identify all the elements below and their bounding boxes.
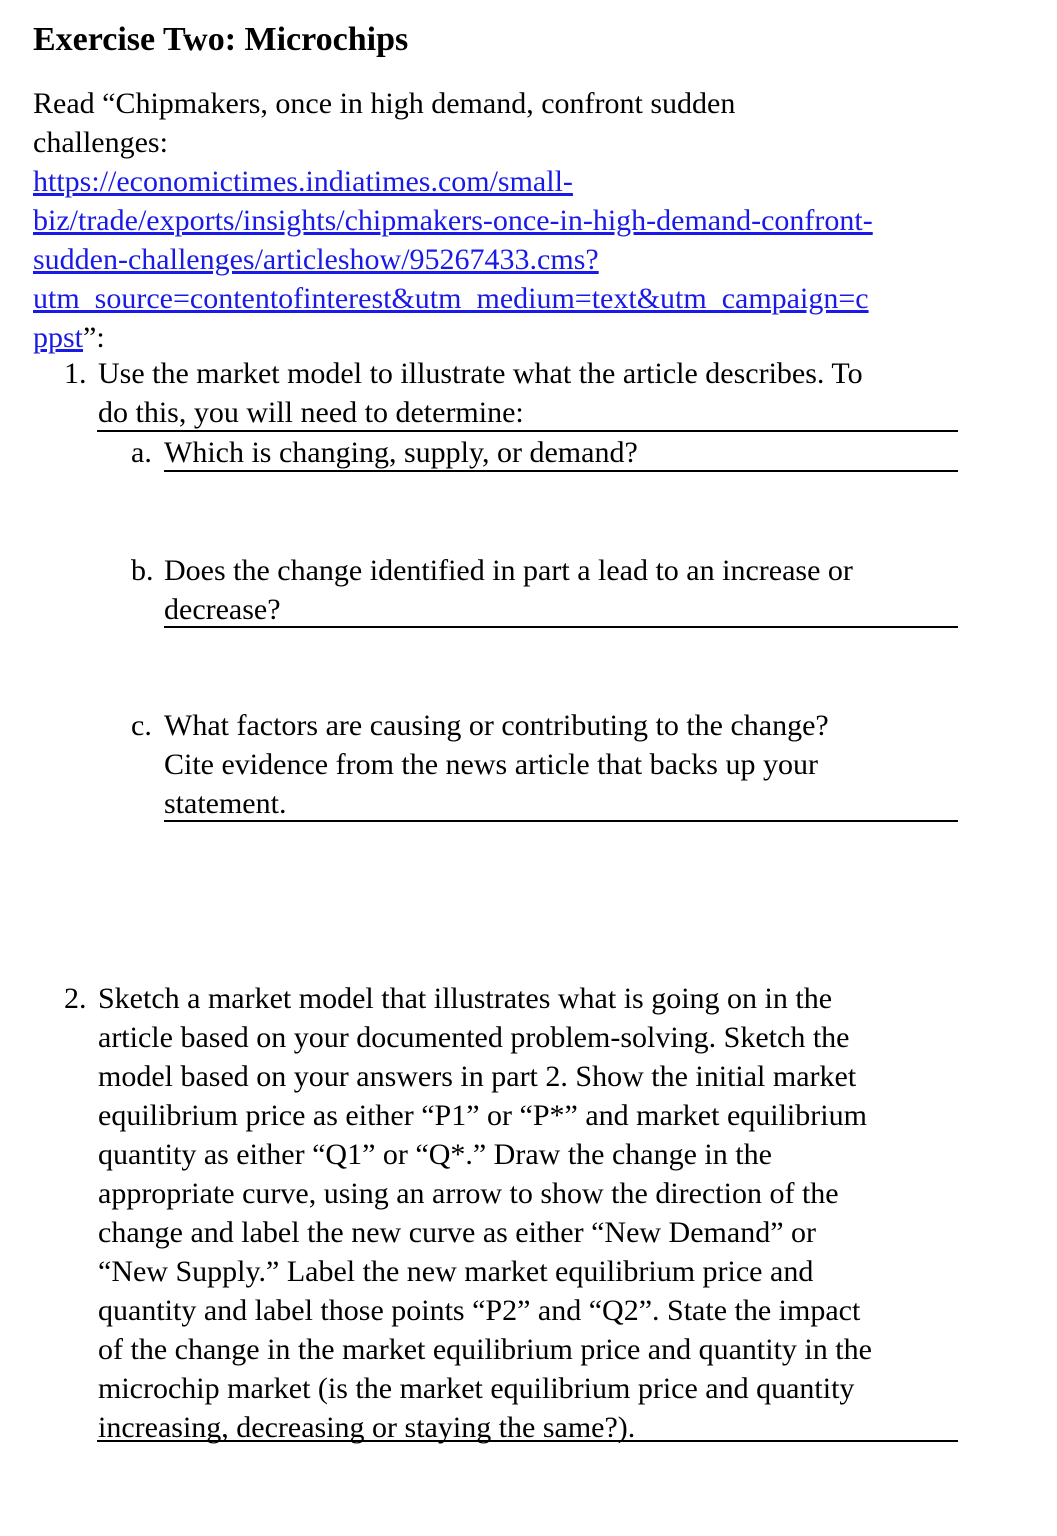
question-2-line: microchip market (is the market equilibrium price and quantity — [98, 1372, 855, 1405]
question-2-line: increasing, decreasing or staying the same?). — [98, 1411, 636, 1444]
question-1b-text — [164, 551, 964, 629]
question-1c-line: What factors are causing or contributing to the change? — [164, 709, 829, 742]
article-link-line-4[interactable]: utm_source=contentofinterest&utm_medium=text&utm_campaign=c — [33, 282, 869, 315]
article-link-line-2[interactable]: biz/trade/exports/insights/chipmakers-once-in-high-demand-confront- — [33, 204, 873, 237]
question-1a-line: Which is changing, supply, or demand? — [164, 436, 638, 469]
question-2-line: quantity as either “Q1” or “Q*.” Draw the change in the — [98, 1138, 772, 1171]
question-1a-text — [164, 433, 964, 472]
answer-line-q2[interactable] — [97, 1440, 958, 1442]
question-2-line: model based on your answers in part 2. Show the initial market — [98, 1060, 857, 1093]
article-link-line-3[interactable]: sudden-challenges/articleshow/95267433.cms? — [33, 243, 599, 276]
question-1c-line: statement. — [164, 787, 287, 820]
question-1b-line: decrease? — [164, 593, 281, 626]
question-2-line: of the change in the market equilibrium price and quantity in the — [98, 1333, 872, 1366]
question-1c-line: Cite evidence from the news article that backs up your — [164, 748, 818, 781]
answer-line-q1[interactable] — [97, 430, 958, 432]
question-2-line: change and label the new curve as either “New Demand” or — [98, 1216, 816, 1249]
question-1-line: Use the market model to illustrate what the article describes. To — [98, 357, 863, 390]
question-2-number: 2. — [64, 982, 87, 1015]
question-1a-label: a. — [131, 436, 152, 469]
intro-suffix: ”: — [83, 321, 105, 354]
question-2-line: quantity and label those points “P2” and “Q2”. State the impact — [98, 1294, 861, 1327]
article-link-line-5[interactable]: ppst — [33, 321, 84, 354]
question-2-line: equilibrium price as either “P1” or “P*” and market equilibrium — [98, 1099, 867, 1132]
intro-prefix: Read “Chipmakers, once in high demand, confront sudden — [33, 87, 736, 120]
intro-paragraph — [33, 84, 973, 357]
question-2-line: “New Supply.” Label the new market equilibrium price and — [98, 1255, 814, 1288]
question-1c-label: c. — [131, 709, 152, 742]
question-1b-line: Does the change identified in part a lead to an increase or — [164, 554, 853, 587]
answer-line-1c[interactable] — [164, 820, 958, 822]
question-2-line: Sketch a market model that illustrates what is going on in the — [98, 982, 833, 1015]
question-1b-label: b. — [131, 554, 154, 587]
question-1c-text — [164, 706, 964, 823]
answer-line-1b[interactable] — [164, 626, 958, 628]
question-2-text — [98, 979, 978, 1447]
question-2-line: article based on your documented problem-solving. Sketch the — [98, 1021, 850, 1054]
answer-line-1a[interactable] — [164, 470, 958, 472]
question-1-text — [98, 354, 978, 432]
question-2-line: appropriate curve, using an arrow to show the direction of the — [98, 1177, 839, 1210]
question-1-number: 1. — [64, 357, 87, 390]
article-link-line-1[interactable]: https://economictimes.indiatimes.com/small- — [33, 165, 573, 198]
question-1-line: do this, you will need to determine: — [98, 396, 524, 429]
page-title: Exercise Two: Microchips — [33, 21, 409, 58]
intro-prefix-2: challenges: — [33, 126, 168, 159]
